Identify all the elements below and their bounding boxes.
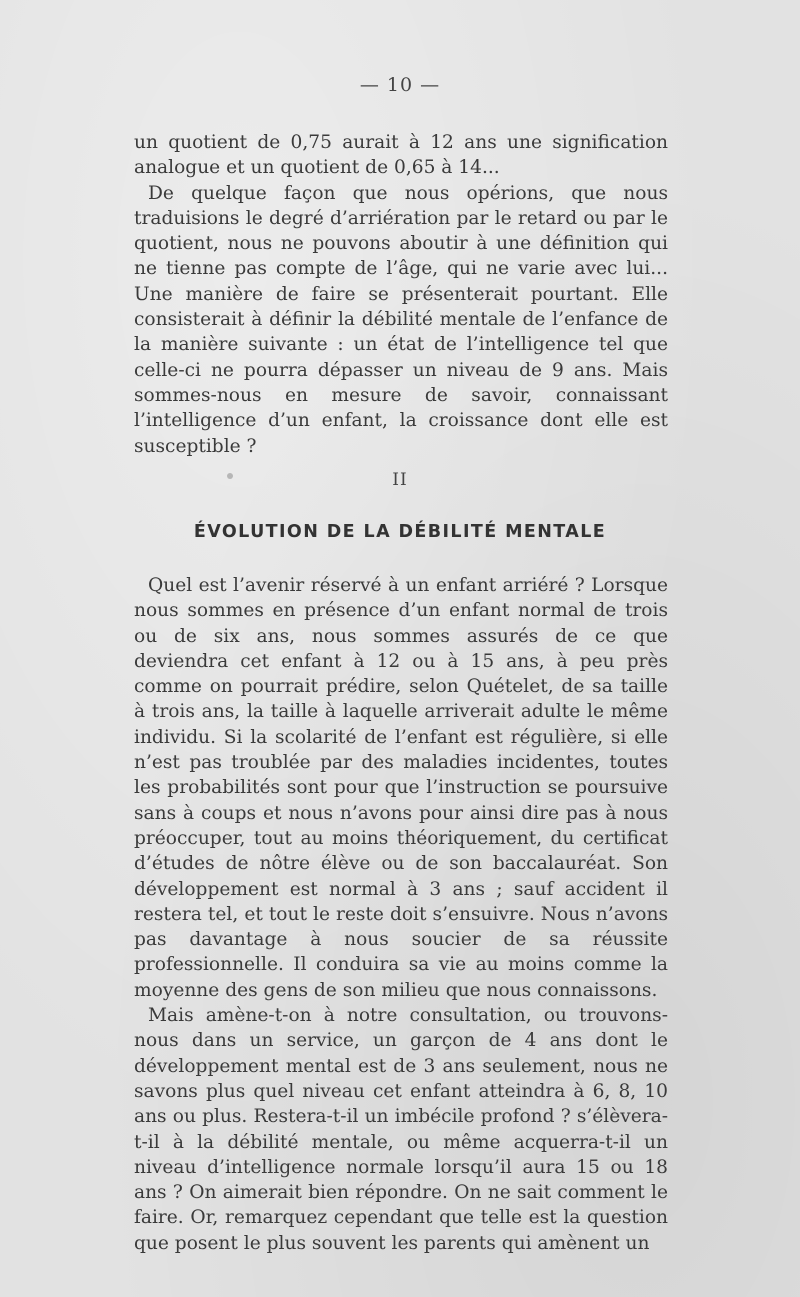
section-paragraph-1: Quel est l’avenir réservé à un enfant arriéré ? Lorsque nous sommes en présence d’un enfant normal de trois ou de six ans, nous sommes assurés de ce que deviendra cet enfant à 12 ou à 15 ans, à peu près comme on pourrait prédire, selon Quételet, de sa taille à trois ans, la taille à laquelle arriverait adulte le même individu. Si la scolarité de l’enfant est régulière, si elle n’est pas troublée par des maladies incidentes, toutes les probabilités sont pour que l’instruction se poursuive sans à coups et nous n’avons pour ainsi dire pas à nous préoccuper, tout au moins théoriquement, du certificat d’études de nôtre élève ou de son baccalauréat. Son développement est normal à 3 ans ; sauf accident il restera tel, et tout le reste doit s’ensuivre. Nous n’avons pas davantage à nous soucier de sa réussite professionnelle. Il conduira sa vie au moins comme la moyenne des gens de son milieu que nous connaissons. — [134, 575, 668, 1001]
intro-paragraph-1: un quotient de 0,75 aurait à 12 ans une signification analogue et un quotient de 0,65 à 14... — [134, 132, 668, 179]
section-number: II — [392, 470, 408, 490]
section-title: ÉVOLUTION DE LA DÉBILITÉ MENTALE — [193, 522, 607, 542]
section-text — [134, 573, 668, 1256]
intro-text — [134, 130, 668, 459]
section-paragraph-2: Mais amène-t-on à notre consultation, ou trouvons-nous dans un service, un garçon de 4 ans dont le développement mental est de 3 ans seulement, nous ne savons plus quel niveau cet enfant atteindra à 6, 8, 10 ans ou plus. Restera-t-il un imbécile profond ? s’élèvera-t-il à la débilité mentale, ou même acquerra-t-il un niveau d’intelligence normale lorsqu’il aura 15 ou 18 ans ? On aimerait bien répondre. On ne sait comment le faire. Or, remarquez cependant que telle est la question que posent le plus souvent les parents qui amènent un — [134, 1005, 668, 1254]
page-number: — 10 — — [359, 74, 441, 96]
intro-paragraph-2: De quelque façon que nous opérions, que nous traduisions le degré d’arriération par le retard ou par le quotient, nous ne pouvons aboutir à une définition qui ne tienne pas compte de l’âge, qui ne varie avec lui... Une manière de faire se présenterait pourtant. Elle consisterait à définir la débilité mentale de l’enfance de la manière suivante : un état de l’intelligence tel que celle-ci ne pourra dépasser un niveau de 9 ans. Mais sommes-nous en mesure de savoir, connaissant l’intelligence d’un enfant, la croissance dont elle est susceptible ? — [134, 182, 668, 457]
